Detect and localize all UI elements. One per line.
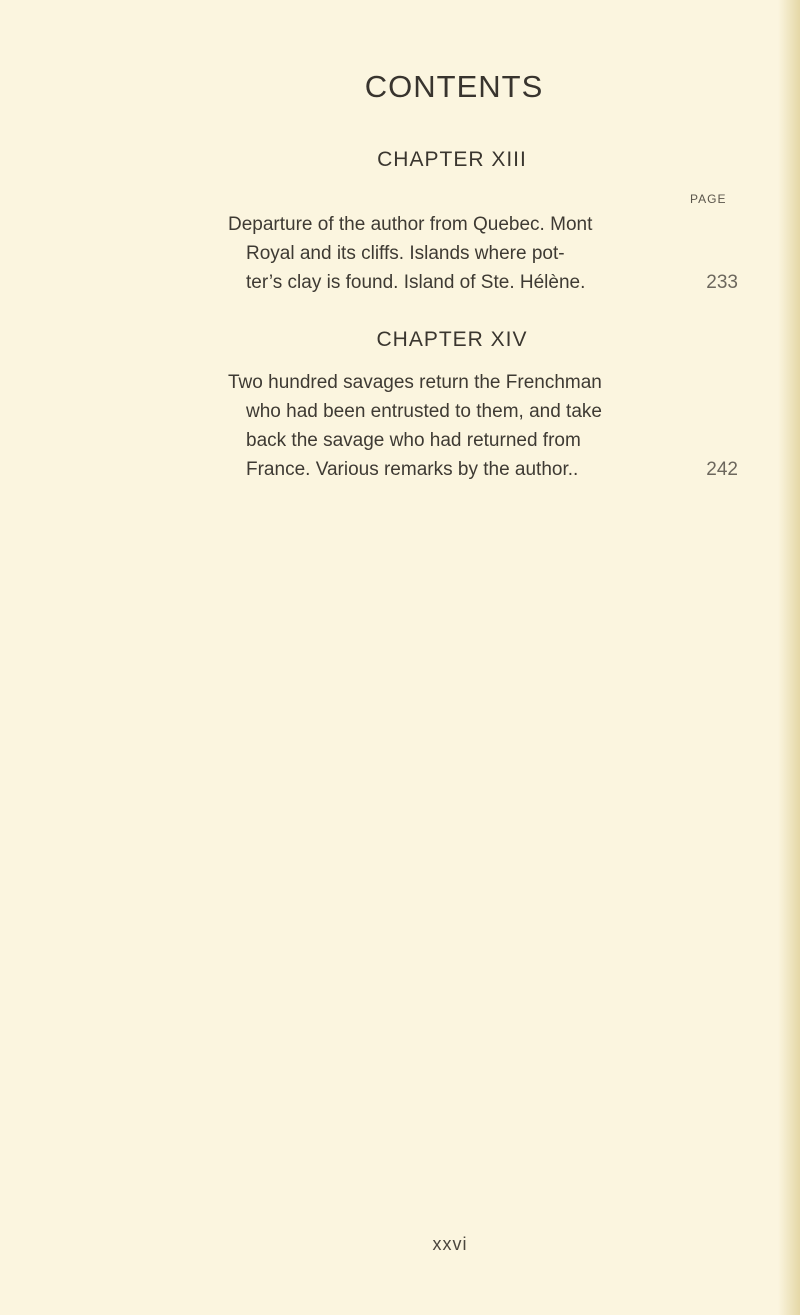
contents-title: CONTENTS <box>364 69 544 104</box>
entry-line: Two hundred savages return the Frenchman <box>228 372 602 393</box>
entry-line: Departure of the author from Quebec. Mont <box>228 214 593 235</box>
chapter-heading-xiii: CHAPTER XIII <box>377 148 527 171</box>
entry-line: who had been entrusted to them, and take <box>246 401 602 422</box>
entry-line-text: ter’s clay is found. Island of Ste. Hélène. <box>246 272 586 293</box>
entry-line: back the savage who had returned from <box>246 430 581 451</box>
entry-line-last <box>228 268 738 297</box>
chapter-heading-xiv: CHAPTER XIV <box>376 328 528 351</box>
folio-page-number: xxvi <box>432 1234 468 1254</box>
entry-line-last <box>228 455 738 484</box>
entry-line: Royal and its cliffs. Islands where pot- <box>246 243 565 264</box>
page-edge-shadow <box>778 0 800 1315</box>
page-number: 242 <box>706 459 738 480</box>
chapter-xiii-summary <box>228 210 738 297</box>
page-number: 233 <box>706 272 738 293</box>
page-column-label: PAGE <box>690 192 727 206</box>
entry-line-text: France. Various remarks by the author.. <box>246 459 579 480</box>
chapter-xiv-summary <box>228 368 738 484</box>
